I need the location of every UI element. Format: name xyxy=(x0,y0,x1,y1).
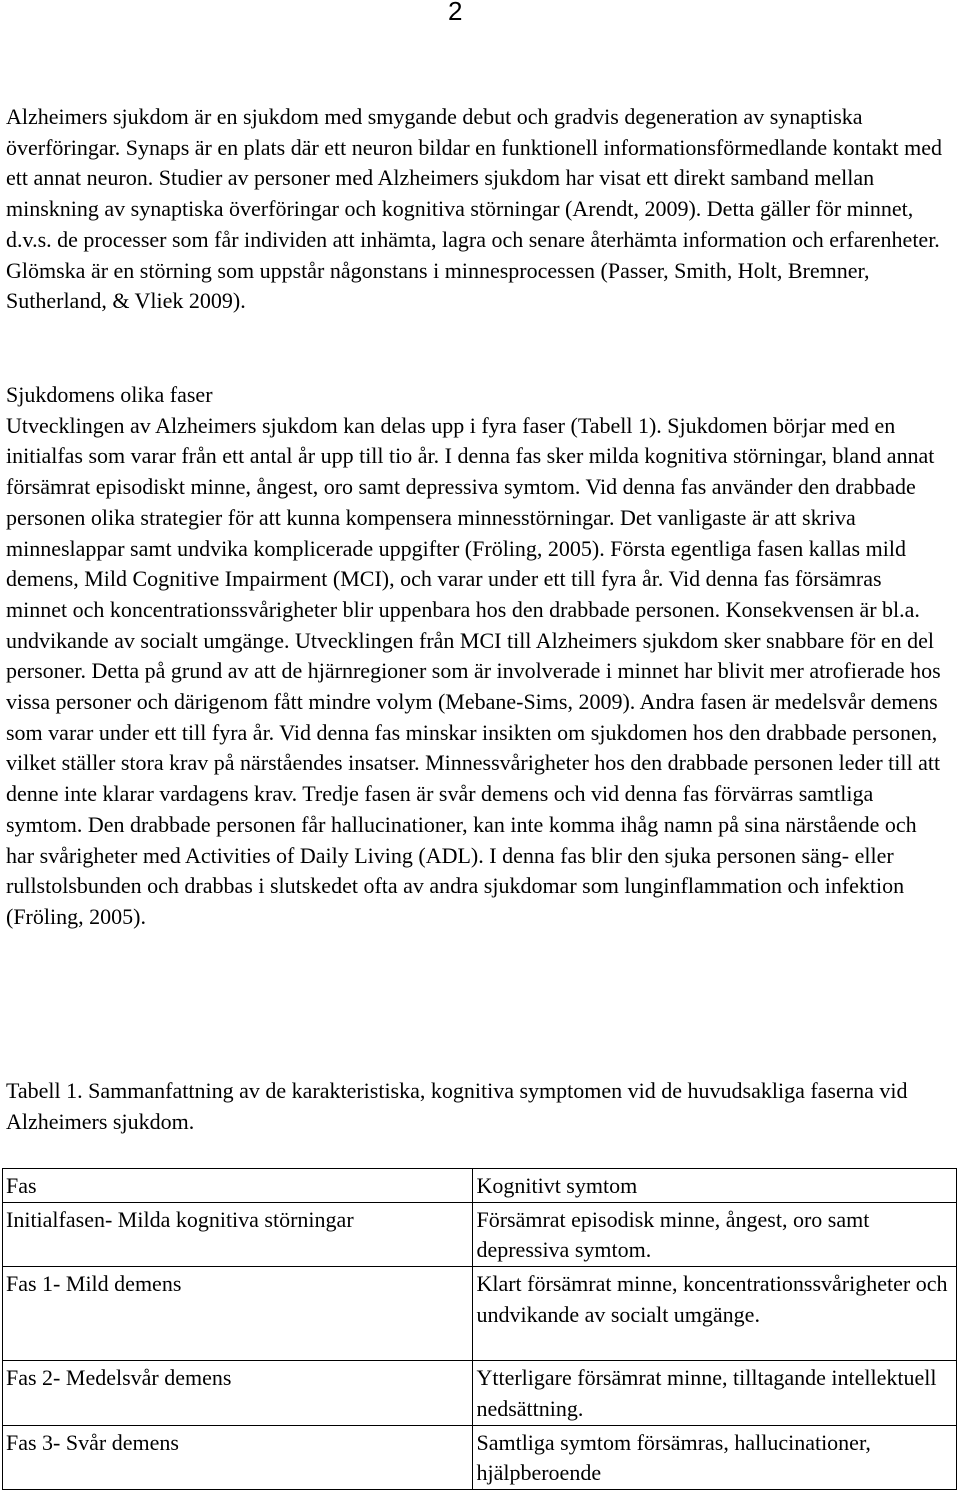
table-cell-fas: Fas 1- Mild demens xyxy=(3,1267,473,1361)
table-cell-symptom: Ytterligare försämrat minne, tilltagande intellektuell nedsättning. xyxy=(473,1361,957,1425)
table-cell-fas: Fas 3- Svår demens xyxy=(3,1425,473,1489)
table-row xyxy=(3,1202,957,1266)
section-body: Utvecklingen av Alzheimers sjukdom kan delas upp i fyra faser (Tabell 1). Sjukdomen börjar med en initialfas som varar från ett antal år upp till tio år. I denna fas sker milda kognitiva störningar, bland annat försämrat episodiskt minne, ångest, oro samt depressiva symtom. Vid denna fas använder den drabbade personen olika strategier för att kunna kompensera minnesstörningar. Det vanligaste är att skriva minneslappar samt undvika komplicerade uppgifter (Fröling, 2005). Första egentliga fasen kallas mild demens, Mild Cognitive Impairment (MCI), och varar under ett till fyra år. Vid denna fas försämras minnet och koncentrationssvårigheter blir uppenbara hos den drabbade personen. Konsekvensen är bl.a. undvikande av socialt umgänge. Utvecklingen från MCI till Alzheimers sjukdom sker snabbare för en del personer. Detta på grund av att de hjärnregioner som är involverade i minnet har blivit mer atrofierade hos vissa personer och därigenom fått mindre volym (Mebane-Sims, 2009). Andra fasen är medelsvår demens som varar under ett till fyra år. Vid denna fas minskar insikten om sjukdomen hos den drabbade personen, vilket ställer stora krav på närståendes insatser. Minnessvårigheter hos den drabbade personen leder till att denne inte klarar vardagens krav. Tredje fasen är svår demens och vid denna fas förvärras samtliga symtom. Den drabbade personen får hallucinationer, kan inte komma ihåg namn på sina närstående och har svårigheter med Activities of Daily Living (ADL). I denna fas blir den sjuka personen säng- eller rullstolsbunden och drabbas i slutskedet ofta av andra sjukdomar som lunginflammation och infektion (Fröling, 2005). xyxy=(6,412,941,929)
page-number: 2 xyxy=(448,0,463,26)
summary-table xyxy=(2,1168,957,1490)
header-cell-fas: Fas xyxy=(3,1169,473,1203)
phases-section xyxy=(6,380,948,933)
intro-paragraph: Alzheimers sjukdom är en sjukdom med smygande debut och gradvis degeneration av synaptiska överföringar. Synaps är en plats där ett neuron bildar en funktionell informationsförmedlande kontakt med ett annat neuron. Studier av personer med Alzheimers sjukdom har visat ett direkt samband mellan minskning av synaptiska överföringar och kognitiva störningar (Arendt, 2009). Detta gäller för minnet, d.v.s. de processer som får individen att inhämta, lagra och senare återhämta information och erfarenheter. Glömska är en störning som uppstår någonstans i minnesprocessen (Passer, Smith, Holt, Bremner, Sutherland, & Vliek 2009). xyxy=(6,104,942,314)
table-cell-symptom: Samtliga symtom försämras, hallucinationer, hjälpberoende xyxy=(473,1425,957,1489)
table-row xyxy=(3,1267,957,1361)
table-cell-symptom: Klart försämrat minne, koncentrationssvårigheter och undvikande av socialt umgänge. xyxy=(473,1267,957,1361)
table-header-row xyxy=(3,1169,957,1203)
table-row xyxy=(3,1361,957,1425)
table-cell-fas: Initialfasen- Milda kognitiva störningar xyxy=(3,1202,473,1266)
header-cell-symptom: Kognitivt symtom xyxy=(473,1169,957,1203)
table-cell-fas: Fas 2- Medelsvår demens xyxy=(3,1361,473,1425)
section-heading: Sjukdomens olika faser xyxy=(6,382,213,407)
table-row xyxy=(3,1425,957,1489)
table-caption: Tabell 1. Sammanfattning av de karakteristiska, kognitiva symptomen vid de huvudsakliga faserna vid Alzheimers sjukdom. xyxy=(6,1078,908,1134)
table-cell-symptom: Försämrat episodisk minne, ångest, oro samt depressiva symtom. xyxy=(473,1202,957,1266)
